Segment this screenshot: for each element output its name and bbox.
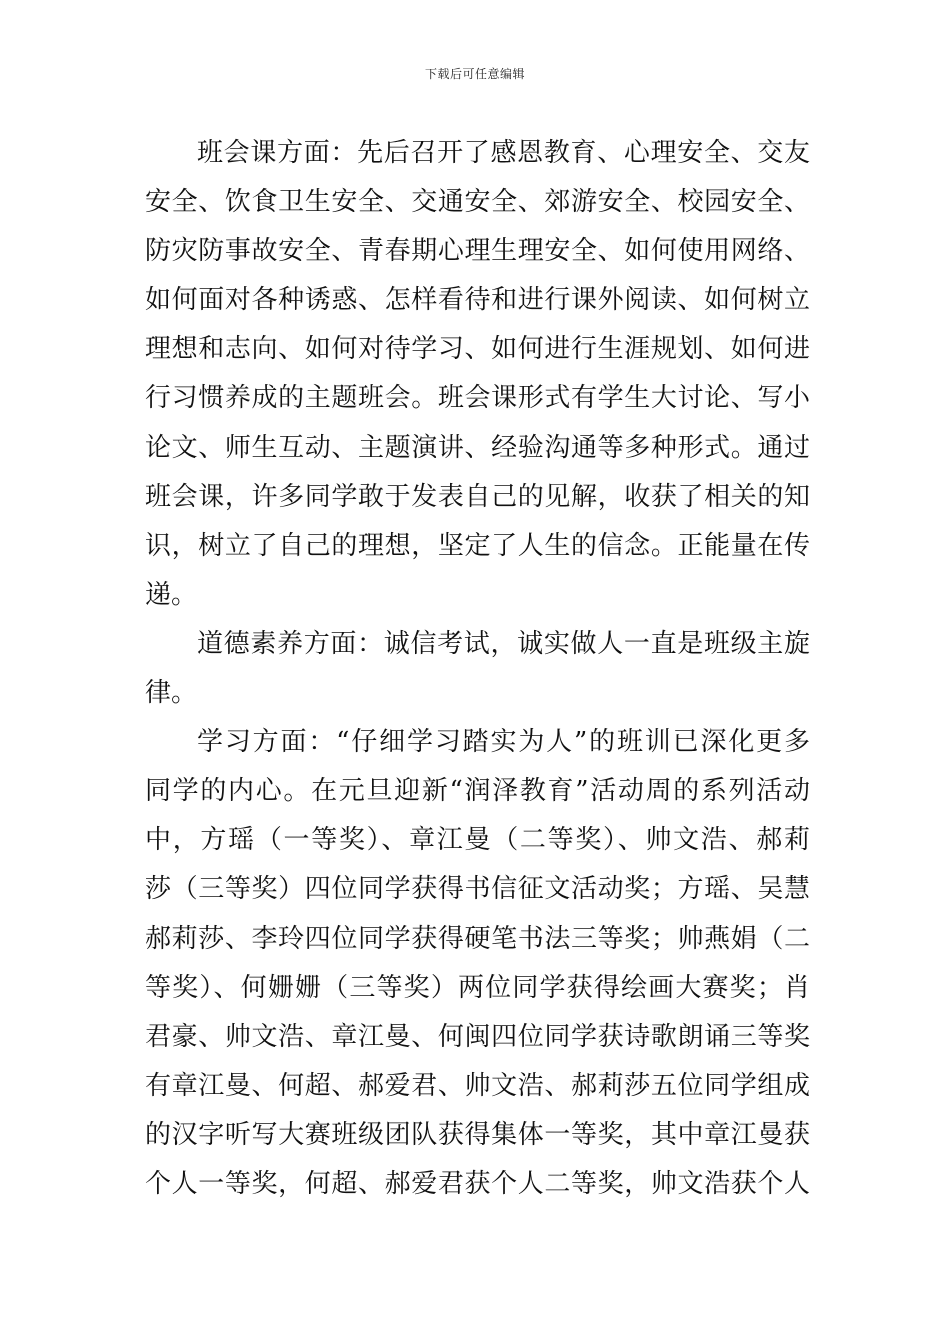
paragraph-line: 理想和志向、如何对待学习、如何进行生涯规划、如何进 [145,334,810,365]
paragraph-line: 律。 [145,678,198,709]
paragraph-line: 同学的内心。在元旦迎新“润泽教育”活动周的系列活动 [145,776,810,807]
paragraph-line: 等奖）、何姗姗（三等奖）两位同学获得绘画大赛奖；肖 [145,972,810,1003]
paragraph-line: 行习惯养成的主题班会。班会课形式有学生大讨论、写小 [145,383,810,414]
paragraph-line: 识，树立了自己的理想，坚定了人生的信念。正能量在传 [145,530,810,561]
paragraph-line: 中，方瑶（一等奖）、章江曼（二等奖）、帅文浩、郝莉 [145,825,810,856]
paragraph-line: 递。 [145,579,198,610]
paragraph-line: 有章江曼、何超、郝爱君、帅文浩、郝莉莎五位同学组成 [145,1070,810,1101]
paragraph-line: 如何面对各种诱惑、怎样看待和进行课外阅读、如何树立 [145,285,810,316]
paragraph-line: 郝莉莎、李玲四位同学获得硬笔书法三等奖；帅燕娟（二 [145,923,810,954]
paragraph-line: 莎（三等奖）四位同学获得书信征文活动奖；方瑶、吴慧 [145,874,810,905]
paragraph-line: 班会课，许多同学敢于发表自己的见解，收获了相关的知 [145,481,810,512]
paragraph-line: 学习方面：“仔细学习踏实为人”的班训已深化更多 [197,727,810,758]
paragraph-line: 班会课方面：先后召开了感恩教育、心理安全、交友 [197,138,810,168]
paragraph-line: 道德素养方面：诚信考试，诚实做人一直是班级主旋 [197,628,810,659]
paragraph-line: 防灾防事故安全、青春期心理生理安全、如何使用网络、 [145,236,810,267]
document-body [145,129,810,1209]
paragraph-line: 论文、师生互动、主题演讲、经验沟通等多种形式。通过 [145,432,810,463]
paragraph-line: 个人一等奖，何超、郝爱君获个人二等奖，帅文浩获个人 [145,1168,810,1199]
page-header: 下载后可任意编辑 [424,67,525,81]
paragraph-line: 的汉字听写大赛班级团队获得集体一等奖，其中章江曼获 [145,1119,810,1150]
paragraph-line: 君豪、帅文浩、章江曼、何闽四位同学获诗歌朗诵三等奖 [145,1021,810,1052]
paragraph-line: 安全、饮食卫生安全、交通安全、郊游安全、校园安全、 [145,187,810,218]
